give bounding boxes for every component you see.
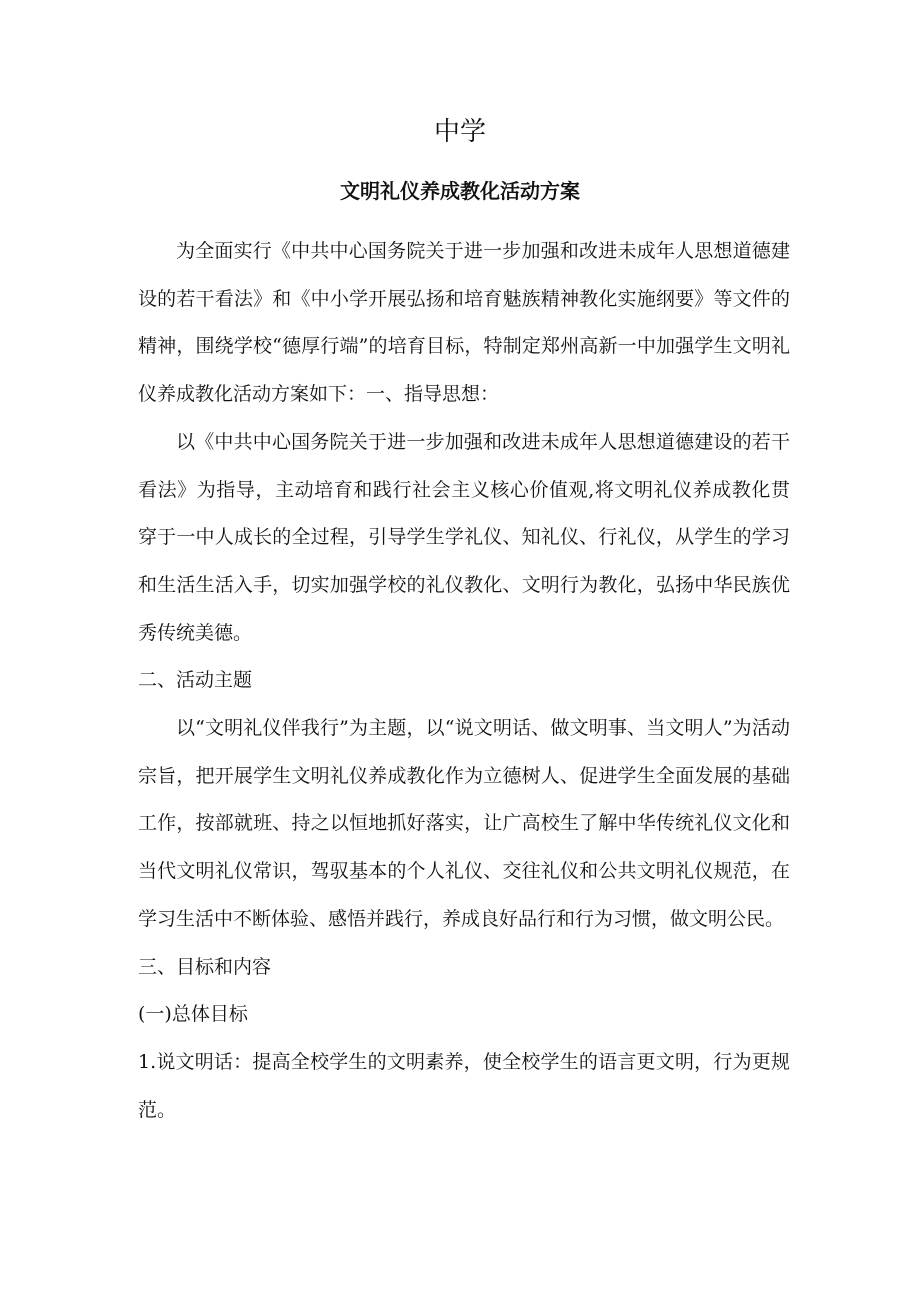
paragraph-activity-theme: 以“文明礼仪伴我行”为主题，以“说文明话、做文明事、当文明人”为活动宗旨，把开展学生文明礼仪养成教化作为立德树人、促进学生全面发展的基础工作，按部就班、持之以恒地抓好落实，让广高校生了解中华传统礼仪文化和当代文明礼仪常识，驾驭基本的个人礼仪、交往礼仪和公共文明礼仪规范，在学习生活中不断体验、感悟并践行，养成良好品行和行为习惯，做文明公民。: [138, 717, 790, 930]
heading-overall-goals: (一)总体目标: [138, 1003, 248, 1026]
document-body: [138, 228, 790, 1134]
paragraph-goal-1: 1.说文明话：提高全校学生的文明素养，使全校学生的语言更文明，行为更规范。: [138, 1050, 790, 1121]
heading-goals-content: 三、目标和内容: [138, 955, 272, 978]
document-title: 中学: [433, 117, 486, 147]
document-subtitle: 文明礼仪养成教化活动方案: [340, 179, 580, 203]
paragraph-guiding-ideology: 以《中共中心国务院关于进一步加强和改进未成年人思想道德建设的若干看法》为指导，主动培育和践行社会主义核心价值观,将文明礼仪养成教化贯穿于一中人成长的全过程，引导学生学礼仪、知礼仪、行礼仪，从学生的学习和生活生活入手，切实加强学校的礼仪教化、文明行为教化，弘扬中华民族优秀传统美德。: [138, 430, 790, 644]
paragraph-intro: 为全面实行《中共中心国务院关于进一步加强和改进未成年人思想道德建设的若干看法》和《中小学开展弘扬和培育魅族精神教化实施纲要》等文件的精神，围绕学校“德厚行端”的培育目标，特制定郑州高新一中加强学生文明礼仪养成教化活动方案如下：一、指导思想：: [138, 240, 790, 406]
heading-activity-theme: 二、活动主题: [138, 669, 253, 692]
